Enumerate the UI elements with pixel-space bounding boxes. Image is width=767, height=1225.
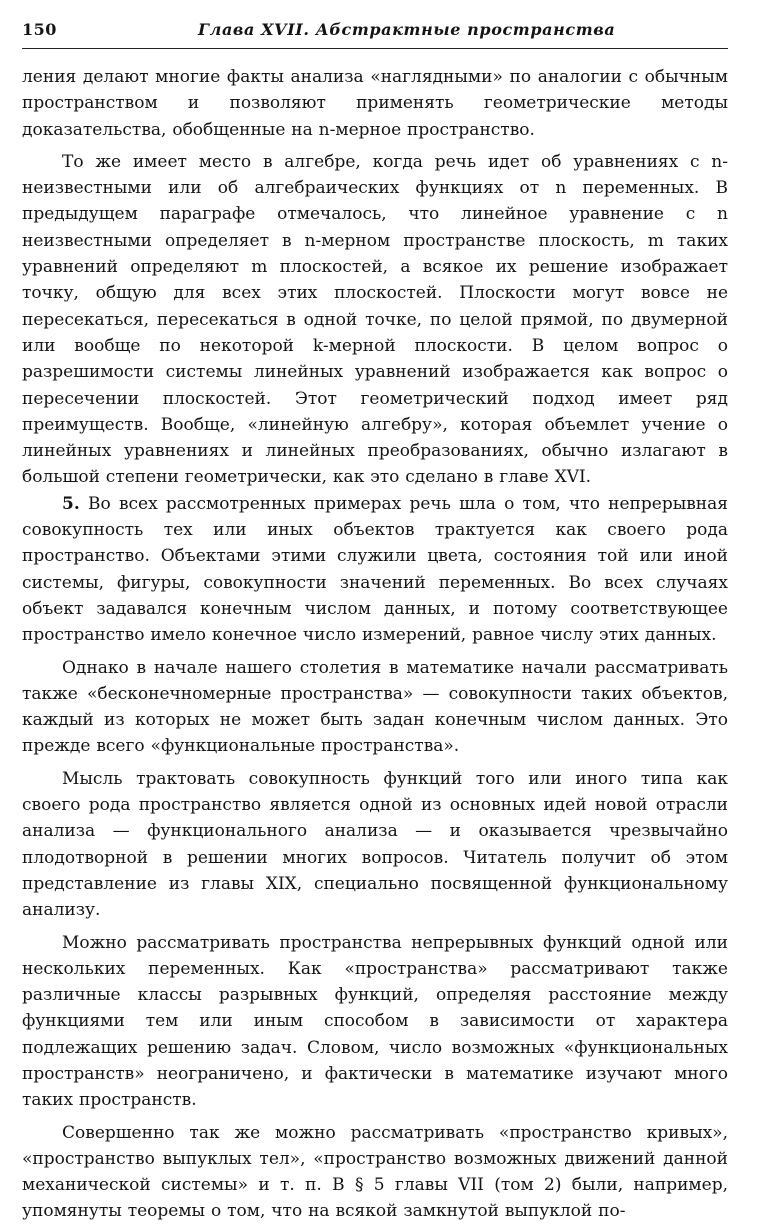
- page-body: [22, 64, 728, 1225]
- section-5-text: Во всех рассмотренных примерах речь шла о том, что непрерывная совокупность тех или иных объектов трактуется как своего рода пространство. Объектами этими служили цвета, состояния той или иной системы, фигуры, совокупности значений переменных. Во всех случаях объект задавался конечным числом данных, и потому соответствующее пространство имело конечное число измерений, равное числу этих данных.: [22, 493, 728, 646]
- paragraph-function-spaces: Можно рассматривать пространства непрерывных функций одной или нескольких переменных. Как «пространства» рассматривают также различные классы разрывных функций, определяя расстояние между функциями тем или иным способом в зависимости от характера подлежащих решению задач. Словом, число возможных «функциональных пространств» неограничено, и фактически в математике изучают много таких пространств.: [22, 932, 728, 1111]
- page-number: 150: [22, 20, 57, 39]
- paragraph-infinite-dimensional: Однако в начале нашего столетия в математике начали рассматривать также «бесконечномерные пространства» — совокупности таких объектов, каждый из которых не может быть задан конечным числом данных. Это прежде всего «функциональные пространства».: [22, 657, 728, 757]
- section-number: 5.: [62, 493, 80, 514]
- paragraph-algebra: То же имеет место в алгебре, когда речь идет об уравнениях с n-неизвестными или об алгебраических функциях от n переменных. В предыдущем параграфе отмечалось, что линейное уравнение с n неизвестными определяет в n-мерном пространстве плоскость, m таких уравнений определяют m плоскостей, а всякое их решение изображает точку, общую для всех этих плоскостей. Плоскости могут вовсе не пересекаться, пересекаться в одной точке, по целой прямой, по двумерной или вообще по некоторой k-мерной плоскости. В целом вопрос о разрешимости системы линейных уравнений изображается как вопрос о пересечении плоскостей. Этот геометрический подход имеет ряд преимуществ. Вообще, «линейную алгебру», которая объемлет учение о линейных уравнениях и линейных преобразованиях, обычно излагают в большой степени геометрически, как это сделано в главе XVI.: [22, 151, 728, 488]
- paragraph-other-spaces: Совершенно так же можно рассматривать «пространство кривых», «пространство выпуклых тел», «пространство возможных движений данной механической системы» и т. п. В § 5 главы VII (том 2) были, например, упомянуты теоремы о том, что на всякой замкнутой выпуклой по-: [22, 1122, 728, 1222]
- running-title: Глава XVII. Абстрактные пространства: [198, 20, 616, 39]
- paragraph-continuation: ления делают многие факты анализа «наглядными» по аналогии с обычным пространством и позволяют применять геометрические методы доказательства, обобщенные на n-мерное пространство.: [22, 67, 728, 140]
- paragraph-functional-analysis: Мысль трактовать совокупность функций того или иного типа как своего рода пространство является одной из основных идей новой отрасли анализа — функционального анализа — и оказывается чрезвычайно плодотворной в решении многих вопросов. Читатель получит об этом представление из главы XIX, специально посвященной функциональному анализу.: [22, 768, 728, 921]
- header-divider: [22, 48, 728, 49]
- page-header: [22, 20, 728, 48]
- paragraph-section-5: [22, 491, 728, 649]
